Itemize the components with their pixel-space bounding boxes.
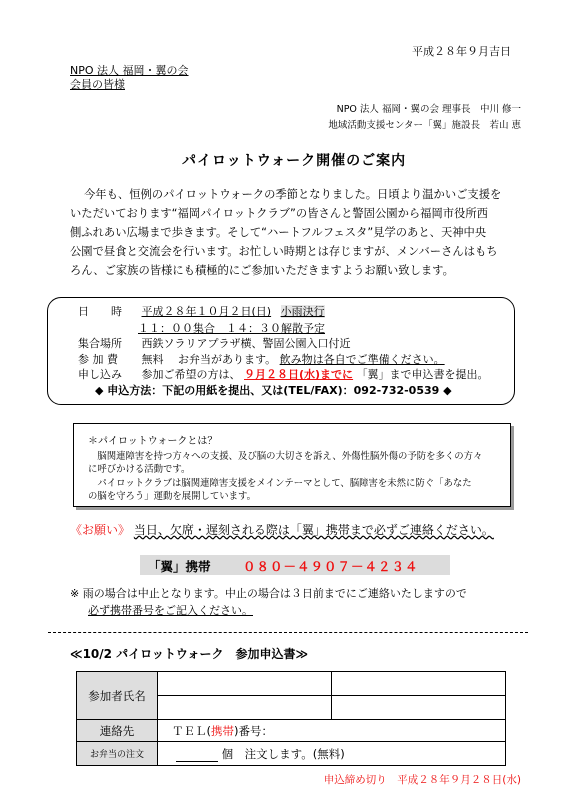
about-box: [73, 423, 511, 507]
info-row-datetime: [78, 303, 325, 319]
info-row-place: [78, 335, 351, 351]
fee-note: 飲み物は各自でご準備ください。: [279, 353, 445, 366]
sender-line-2: 地域活動支援センター「翼」施設長 若山 恵: [328, 120, 521, 131]
body-line: 公園で昼食と交流会を行います。お忙しい時期とは存じますが、メンバーさんはもち: [70, 245, 498, 258]
rain-note-line-1: ※ 雨の場合は中止となります。中止の場合は３日前までにご連絡いたしますので: [70, 587, 467, 600]
info-row-apply: [78, 366, 489, 382]
contact-field[interactable]: [158, 720, 506, 742]
about-heading: ＊パイロットウォークとは？: [88, 436, 218, 447]
apply-method: ◆ 申込方法：下記の用紙を提出、又は(TEL/FAX)：092-732-0539 ◆: [95, 384, 452, 397]
tel-suffix: )番号：: [234, 723, 273, 738]
cut-line: [48, 632, 528, 633]
application-form: [76, 671, 506, 766]
place-value: 西鉄ソラリアプラザ横、警固公園入口付近: [141, 337, 351, 350]
page-title: パイロットウォーク開催のご案内: [182, 153, 407, 169]
apply-deadline: ９月２８日(水)までに: [244, 368, 354, 381]
place-label: 集合場所: [78, 337, 122, 350]
body-line: 側ふれあい広場まで歩きます。そして“ハートフルフェスタ”見学のあと、天神中央: [70, 226, 487, 239]
name-field-3[interactable]: [158, 696, 332, 720]
request-notice: [70, 521, 494, 538]
request-text: 当日、欠席・遅刻される際は「翼」携帯まで必ずご連絡ください。: [133, 523, 494, 537]
body-paragraph: [70, 185, 520, 280]
tel-mobile: 携帯: [211, 723, 234, 738]
document-date: 平成２８年９月吉日: [412, 45, 511, 58]
name-field-4[interactable]: [332, 696, 506, 720]
phone-label: 「翼」携帯: [148, 559, 211, 574]
recipient-members: 会員の皆様: [70, 78, 125, 91]
about-line: 脳関連障害を持つ方々への支援、及び脳の大切さを訴え、外傷性脳外傷の予防を多くの方々: [88, 451, 483, 462]
apply-prefix: 参加ご希望の方は、: [141, 368, 241, 381]
name-field-1[interactable]: [158, 672, 332, 696]
contact-label: 連絡先: [77, 720, 158, 742]
fee-label: 参 加 費: [78, 353, 118, 366]
bento-field[interactable]: [158, 742, 506, 766]
about-line: の脳を守ろう」運動を展開しています。: [88, 491, 257, 502]
fee-value: 無料 お弁当があります。: [141, 353, 277, 366]
body-line: ろん、ご家族の皆様にも積極的にご参加いただきますようお願い致します。: [70, 264, 454, 277]
datetime-value: 平成２８年１０月２日(日): [141, 305, 272, 318]
about-line: パイロットクラブは脳関連障害支援をメインテーマとして、脳障害を未然に防ぐ「あなた: [88, 478, 472, 489]
apply-label: 申し込み: [78, 368, 122, 381]
phone-number: ０８０－４９０７－４２３４: [243, 559, 419, 574]
bento-count-blank[interactable]: [176, 750, 218, 762]
tel-prefix: ＴＥＬ(: [172, 723, 211, 738]
recipient-org: NPO 法人 福岡・翼の会: [70, 64, 189, 77]
form-deadline: 申込締め切り 平成２８年９月２８日(水): [323, 774, 521, 786]
apply-suffix: 「翼」まで申込書を提出。: [356, 368, 489, 381]
sender-line-1: NPO 法人 福岡・翼の会 理事長 中川 修一: [336, 104, 521, 115]
time-value: １１：００集合 １４：３０解散予定: [138, 322, 325, 335]
info-row-time: [138, 320, 325, 336]
bento-unit: 個 注文します。(無料): [221, 746, 345, 761]
about-line: に呼びかける活動です。: [88, 464, 191, 475]
rain-note-line-2: 必ず携帯番号をご記入ください。: [88, 604, 253, 617]
body-line: いただいております“福岡パイロットクラブ”の皆さんと警固公園から福岡市役所西: [70, 207, 488, 220]
name-label: 参加者氏名: [77, 672, 158, 720]
datetime-note: 小雨決行: [280, 305, 325, 318]
request-label: 《お願い》: [70, 523, 131, 537]
datetime-label: 日 時: [78, 305, 122, 318]
info-row-fee: [78, 351, 445, 367]
name-field-2[interactable]: [332, 672, 506, 696]
body-line: 今年も、恒例のパイロットウォークの季節となりました。日頃より温かいご支援を: [84, 188, 502, 201]
bento-label: お弁当の注文: [77, 742, 158, 766]
form-title: ≪10/2 パイロットウォーク 参加申込書≫: [70, 647, 309, 661]
